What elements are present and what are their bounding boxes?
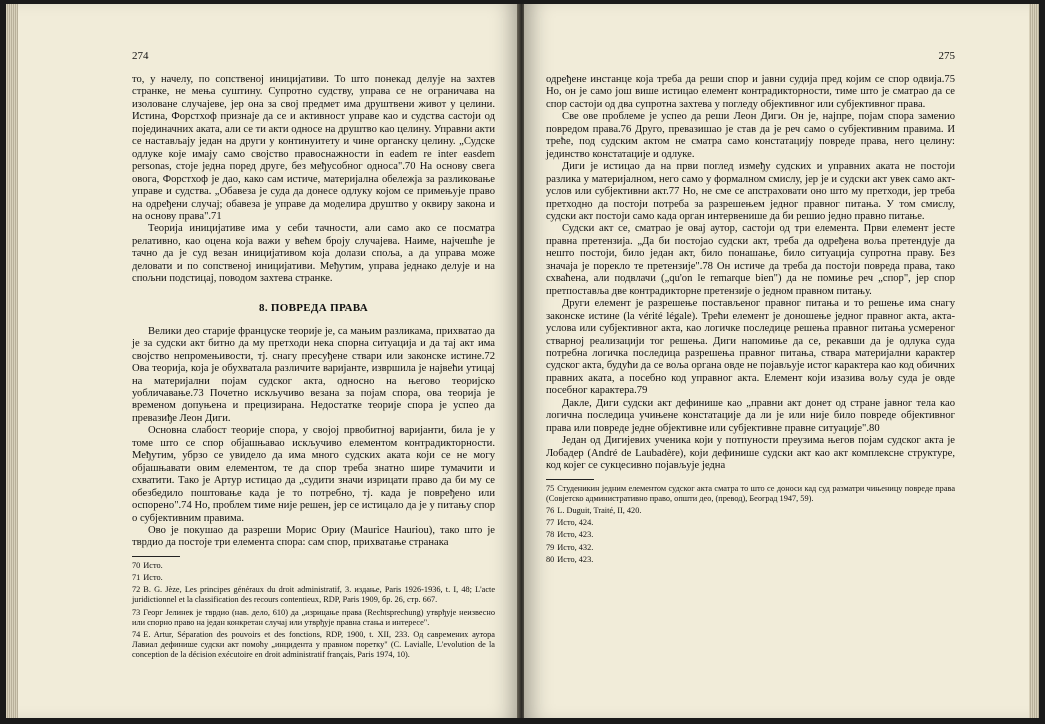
paragraph: Један од Дигијевих ученика који у потпуности преузима његов појам судског акта је Лобадер (André de Laubadère), који дефинише судски акт као акт комплексне структуре, код којег се сукцесивно појављује једна [546,435,955,472]
left-page-body [132,74,495,550]
paragraph: Дакле, Диги судски акт дефинише као „правни акт донет од стране јавног тела као логична последица учињене констатације да ли је или није било повреде објективног права или повреде једне објективне или субјективне правне ситуације".80 [546,397,955,434]
paragraph: Судски акт се, сматрао је овај аутор, састоји од три елемента. Први елемент јесте правна претензија. „Да би постојао судски акт, треба да одређена воља претендује да нешто постоји, било један акт, било понашање, било ситуација супротна праву. Без значаја је порекло те претензије".78 Он истиче да треба да постоји повреда права, тако схваћена, али подвлачи („qu'on le remarque bien") да не помиње реч „спор", јер спор претпоставља две контрадикторне претензије о једном правном питању. [546,223,955,297]
footnote: 71 Исто. [132,573,163,583]
left-page [6,4,519,718]
footnote: 73 Георг Јелинек је тврдио (нав. дело, 610) да „изрицање права (Rechtsprechung) утврђује неизвесно или спорно право на један конкретан случај или утврђује правна стања и интересе". [132,607,495,627]
footnote: 76 L. Duguit, Traité, II, 420. [546,505,642,515]
footnote-rule [132,556,180,557]
paragraph: Диги је истицао да на први поглед између судских и управних аката не постоји разлика у материјалном, него само у формалном смислу, јер је и судски акт увек само акт-услов или субјективни акт.77 Но, не сме се апстраховати оно што му претходи, јер треба претходно да постоји потреба за разрешењем једног правног питања. У том смислу, судски акт постоји само када орган интервенише да би решио једно правно питање. [546,161,955,222]
footnotes-right [546,484,955,565]
footnote: 79 Исто, 432. [546,542,594,552]
page-number-right: 275 [938,50,955,62]
page-edge-right [1029,4,1039,718]
page-number-left: 274 [132,50,149,62]
footnote: 77 Исто, 424. [546,518,594,528]
footnotes-left [132,561,495,661]
paragraph: Теорија иницијативе има у себи тачности, али само ако се посматра релативно, као оцена која важи у већем броју случајева. Наиме, најчешће је тачно да је суд везан иницијативом која долази споља, а да управа може деловати и по сопственој иницијативи. Међутим, управа једнако делује и на спољни подстицај, поводом захтева странке. [132,223,495,285]
paragraph: одређене инстанце која треба да реши спор и јавни судија пред којим се спор одвија.75 Но, он је само још више истицао елемент контрадикторности, тиме што је сматрао да се спор састоји од два супротна захтева у погледу објективног или субјективног права. [546,74,955,110]
right-page [524,4,1039,718]
book-spread [6,4,1039,718]
footnote: 72 В. G. Jèze, Les principes généraux du droit administratif, 3. издање, Paris 1926-1936, t. I, 48; L'acte juridictionnel et la classification des recours contentieux, RDP, Paris 1909, бр. 26, стр. 667. [132,585,495,605]
section-heading: 8. ПОВРЕДА ПРАВА [259,301,368,314]
footnote: 78 Исто, 423. [546,530,594,540]
footnote: 75 Студеникин једним елементом судског акта сматра то што се доноси кад суд разматри чињеницу повреде права (Совјетско административно право, општи део, (превод), Београд 1947, 59). [546,483,955,503]
page-edge-left [6,4,18,718]
footnote: 70 Исто. [132,560,163,570]
paragraph: Све ове проблеме је успео да реши Леон Диги. Он је, најпре, појам спора заменио повредом права.76 Друго, превазишао је став да је реч само о субјективним правима. И треће, под судским актом не сматра само констатацију повреде права, него целину: јединство констатације и одлуке. [546,111,955,160]
paragraph: то, у начелу, по сопственој иницијативи. То што понекад делује на захтев странке, не мења суштину. Супротно судству, управа се не ограничава на изоловане случајеве, јер она за свој предмет има друштвени живот у целини. Истина, Форстхоф признаје да се и активност управе као и судства састоји од појединачних аката, али се ти акти односе на друштво као целину. Управни акти се настављају један на други у континуитету и чине органску целину. „Судске одлуке које имају само својство правоснажности in eadem re inter easdem personas, стоје једна поред друге, без међусобног односа".70 На основу свега овога, Форстхоф је дао, како сам истиче, материјална обележја за разликовање управе и судства. „Обавеза је суда да донесе одлуку којом се примењује право на одређени случај; обавеза је управе да моделира друштво у оквиру закона и на основу права".71 [132,74,495,222]
paragraph: Велики део старије француске теорије је, са мањим разликама, прихватао да је за судски акт битно да му претходи нека спорна ситуација и да тај акт има својство непромењивости, тј. снагу пресуђене ствари или законске истине.72 Ова теорија, која је обухватала различите варијанте, извршила је највећи утицај на материјални појам судског акта, односно на његово теоријско уобличавање.73 Почетно искључиво везана за појам спора, ова теорија је временом допуњена и прецизирана. Недостатке теорије спора је успео да превазиђе Леон Диги. [132,325,495,424]
footnote-rule [546,479,594,480]
paragraph: Основна слабост теорије спора, у својој првобитној варијанти, била је у томе што се спор објашњавао искључиво елементом контрадикторности. Међутим, убрзо се увидело да има много судских аката који се не могу објашњавати овим елементом, те да спор треба знатно шире тумачити и схватити. Тако је Артур истицао да „судити значи изрицати право да би му се обезбедило поштовање када је то потребно, тј. када је повређено или оспорено".74 Но, проблем тиме није решен, јер се истицало да је у питању спор о субјективним правима. [132,425,495,524]
paragraph: Ово је покушао да разреши Морис Ориу (Maurice Hauriou), тако што је тврдио да постоје три елемента спора: сам спор, прихватање странака [132,524,495,549]
right-page-body [546,74,955,473]
paragraph: Други елемент је разрешење постављеног правног питања и то решење има снагу законске истине (la vérité légale). Трећи елемент је доношење једног правног акта, акта-услова или субјективног акта, као логичке последице решења правног питања усмереног стварној реализацији тог решења. Диги напомиње да се, рекавши да је одлука суда потребна логичка последица разрешења правног питања, ствара материјални карактер судског акта, будући да се воља органа овде не појављује истог карактера као код обичних правних аката, а посебно код управног акта. Елемент који изазива вољу суда је овде посебног карактера.79 [546,298,955,397]
footnote: 74 E. Artur, Séparation des pouvoirs et des fonctions, RDP, 1900, t. XII, 233. Од савремених аутора Лавиал дефинише судски акт помоћу „инцидента у правном поретку" (C. Lavialle, L'evolution de la conception de la décision exécutoire en droit administratif français, Paris 1974, 10). [132,630,495,660]
footnote: 80 Исто, 423. [546,554,594,564]
